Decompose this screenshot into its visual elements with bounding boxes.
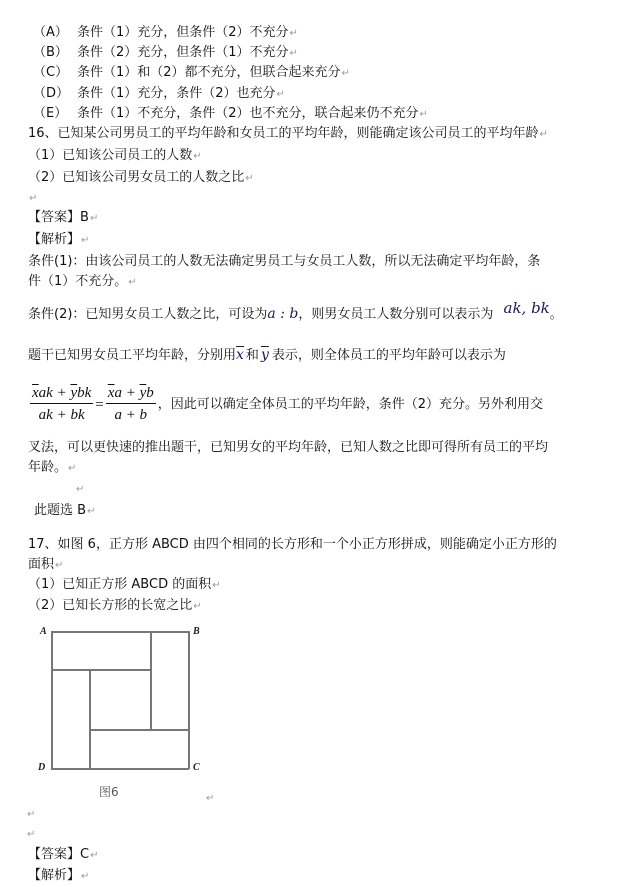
y-bar: $\overline{y}$	[70, 385, 78, 401]
paragraph-mark: ↵	[193, 151, 202, 162]
y-bar-symbol: $\overline{y}$	[260, 347, 269, 363]
paragraph-mark: ↵	[212, 580, 221, 591]
q17-stem-line1	[28, 537, 557, 553]
denominator: a + b	[114, 407, 148, 423]
paragraph-mark: ↵	[87, 506, 96, 517]
empty-line	[26, 826, 35, 843]
paragraph-mark: ↵	[341, 68, 350, 79]
paragraph-mark: ↵	[55, 560, 64, 571]
paragraph-mark: ↵	[419, 109, 428, 120]
q16-analysis-stem	[28, 347, 506, 364]
edge-bc	[188, 631, 190, 769]
analysis-text: 年龄。	[28, 460, 68, 475]
option-text: 条件（1）不充分，条件（2）也不充分，联合起来仍不充分	[77, 106, 419, 121]
corner-label-a: A	[40, 626, 47, 637]
edge-ad	[51, 631, 53, 769]
term: bk	[77, 385, 92, 401]
term: ak +	[38, 385, 71, 401]
option-text: 条件（2）充分，但条件（1）不充分	[77, 45, 289, 60]
edge-dc	[51, 768, 189, 770]
analysis-text: 条件(1)：由该公司员工的人数无法确定男员工与女员工人数，所以无法确定平均年龄，条	[28, 254, 541, 269]
term: b	[146, 385, 154, 401]
option-b	[33, 45, 298, 62]
empty-line	[75, 481, 84, 498]
paragraph-mark: ↵	[27, 809, 36, 820]
q17-condition-2	[28, 598, 202, 615]
paragraph-mark: ↵	[29, 193, 38, 204]
ratio-expression: a : b	[267, 306, 299, 322]
q17-answer	[28, 847, 98, 864]
option-text: 条件（1）充分，条件（2）也充分	[77, 86, 276, 101]
q16-formula-line	[30, 384, 543, 425]
q16-cond2-text: （2）已知该公司男女员工的人数之比	[28, 170, 245, 185]
term: a +	[114, 385, 140, 401]
paragraph-mark: ↵	[276, 89, 285, 100]
paragraph-mark: ↵	[68, 463, 77, 474]
q16-cross-line1	[28, 440, 548, 456]
paragraph-mark: ↵	[76, 484, 85, 495]
corner-label-c: C	[193, 762, 200, 773]
empty-line	[26, 806, 35, 823]
analysis-text: 件（1）不充分。	[28, 274, 128, 289]
analysis-text: 表示，则全体员工的平均年龄可以表示为	[271, 348, 506, 363]
caption-text: 图6	[99, 785, 119, 799]
q16-condition-1	[28, 148, 202, 165]
answer-value: B	[80, 210, 89, 225]
paragraph-mark: ↵	[539, 129, 548, 140]
analysis-label: 【解析】	[28, 232, 81, 247]
corner-label-d: D	[38, 762, 46, 773]
paragraph-mark: ↵	[289, 48, 298, 59]
analysis-text: ，则男女员工人数分别可以表示为	[298, 307, 494, 322]
option-a	[33, 25, 298, 42]
analysis-text: 叉法，可以更快速的推出题干，已知男女的平均年龄，已知人数之比即可得所有员工的平均	[28, 440, 549, 455]
analysis-text: 题干已知男女员工平均年龄，分别用	[28, 348, 237, 363]
option-text: 条件（1）和（2）都不充分，但联合起来充分	[77, 65, 341, 80]
figure-6-square-diagram	[51, 631, 189, 769]
option-d	[33, 86, 285, 103]
paragraph-mark: ↵	[245, 173, 254, 184]
answer-label: 【答案】	[28, 847, 81, 862]
paragraph-mark: ↵	[89, 213, 99, 224]
top-rect-bottom-edge	[51, 669, 151, 671]
option-label: （C）	[33, 65, 69, 80]
q17-cond2-text: （2）已知长方形的长宽之比	[28, 598, 193, 613]
q16-analysis-c2	[28, 299, 563, 323]
q17-stem-line2	[28, 557, 63, 574]
analysis-text: 。	[549, 307, 563, 322]
fraction-right	[106, 384, 156, 425]
figure-caption	[99, 784, 119, 800]
bottom-rect-top-edge	[89, 729, 189, 731]
option-label: （E）	[33, 106, 68, 121]
option-c	[33, 65, 350, 82]
paragraph-mark: ↵	[27, 829, 36, 840]
empty-line	[205, 790, 214, 807]
corner-label-b: B	[193, 626, 200, 637]
q16-condition-2	[28, 170, 254, 187]
edge-ab	[51, 631, 189, 633]
conclusion-text: 此题选 B	[34, 503, 87, 518]
equals-sign: =	[95, 396, 104, 413]
paragraph-mark: ↵	[206, 793, 215, 804]
analysis-label: 【解析】	[28, 868, 81, 883]
q17-cond1-text: （1）已知正方形 ABCD 的面积	[28, 577, 212, 592]
q16-conclusion	[34, 503, 95, 520]
answer-value: C	[80, 847, 90, 862]
paragraph-mark: ↵	[289, 28, 298, 39]
paragraph-mark: ↵	[193, 601, 202, 612]
q17-condition-1	[28, 577, 221, 594]
paragraph-mark: ↵	[90, 850, 99, 861]
fraction-left	[30, 384, 93, 425]
empty-line	[28, 190, 37, 207]
paragraph-mark: ↵	[128, 277, 137, 288]
option-e	[33, 106, 428, 123]
q17-analysis-label	[28, 868, 89, 885]
q17-stem-text: 17、如图 6，正方形 ABCD 由四个相同的长方形和一个小正方形拼成，则能确定小正方形的	[28, 537, 557, 552]
left-rect-right-edge	[89, 669, 91, 769]
analysis-text: 和	[245, 348, 259, 363]
y-bar: $\overline{y}$	[139, 385, 147, 401]
option-label: （A）	[33, 25, 68, 40]
right-rect-left-edge	[150, 631, 152, 729]
analysis-text: 条件(2)：已知男女员工人数之比，可设为	[28, 307, 268, 322]
paragraph-mark: ↵	[81, 871, 90, 882]
answer-label: 【答案】	[28, 210, 81, 225]
denominator: ak + bk	[38, 407, 85, 423]
q16-cross-line2	[28, 460, 76, 477]
x-bar: $\overline{x}$	[107, 385, 115, 401]
q16-stem	[28, 126, 548, 143]
x-bar: $\overline{x}$	[32, 385, 39, 401]
x-bar-symbol: $\overline{x}$	[236, 347, 244, 363]
q16-analysis-c1-line2	[28, 274, 137, 291]
q16-cond1-text: （1）已知该公司员工的人数	[28, 148, 193, 163]
q16-answer	[28, 210, 98, 227]
option-label: （B）	[33, 45, 68, 60]
q17-stem-text: 面积	[28, 557, 55, 572]
option-text: 条件（1）充分，但条件（2）不充分	[77, 25, 289, 40]
q16-analysis-label	[28, 232, 89, 249]
option-label: （D）	[33, 86, 70, 101]
analysis-text: ，因此可以确定全体员工的平均年龄，条件（2）充分。另外利用交	[157, 396, 544, 412]
count-expression: ak, bk	[503, 299, 550, 317]
q16-analysis-c1-line1	[28, 254, 540, 270]
paragraph-mark: ↵	[81, 235, 90, 246]
q16-stem-text: 16、已知某公司男员工的平均年龄和女员工的平均年龄，则能确定该公司员工的平均年龄	[28, 126, 539, 141]
